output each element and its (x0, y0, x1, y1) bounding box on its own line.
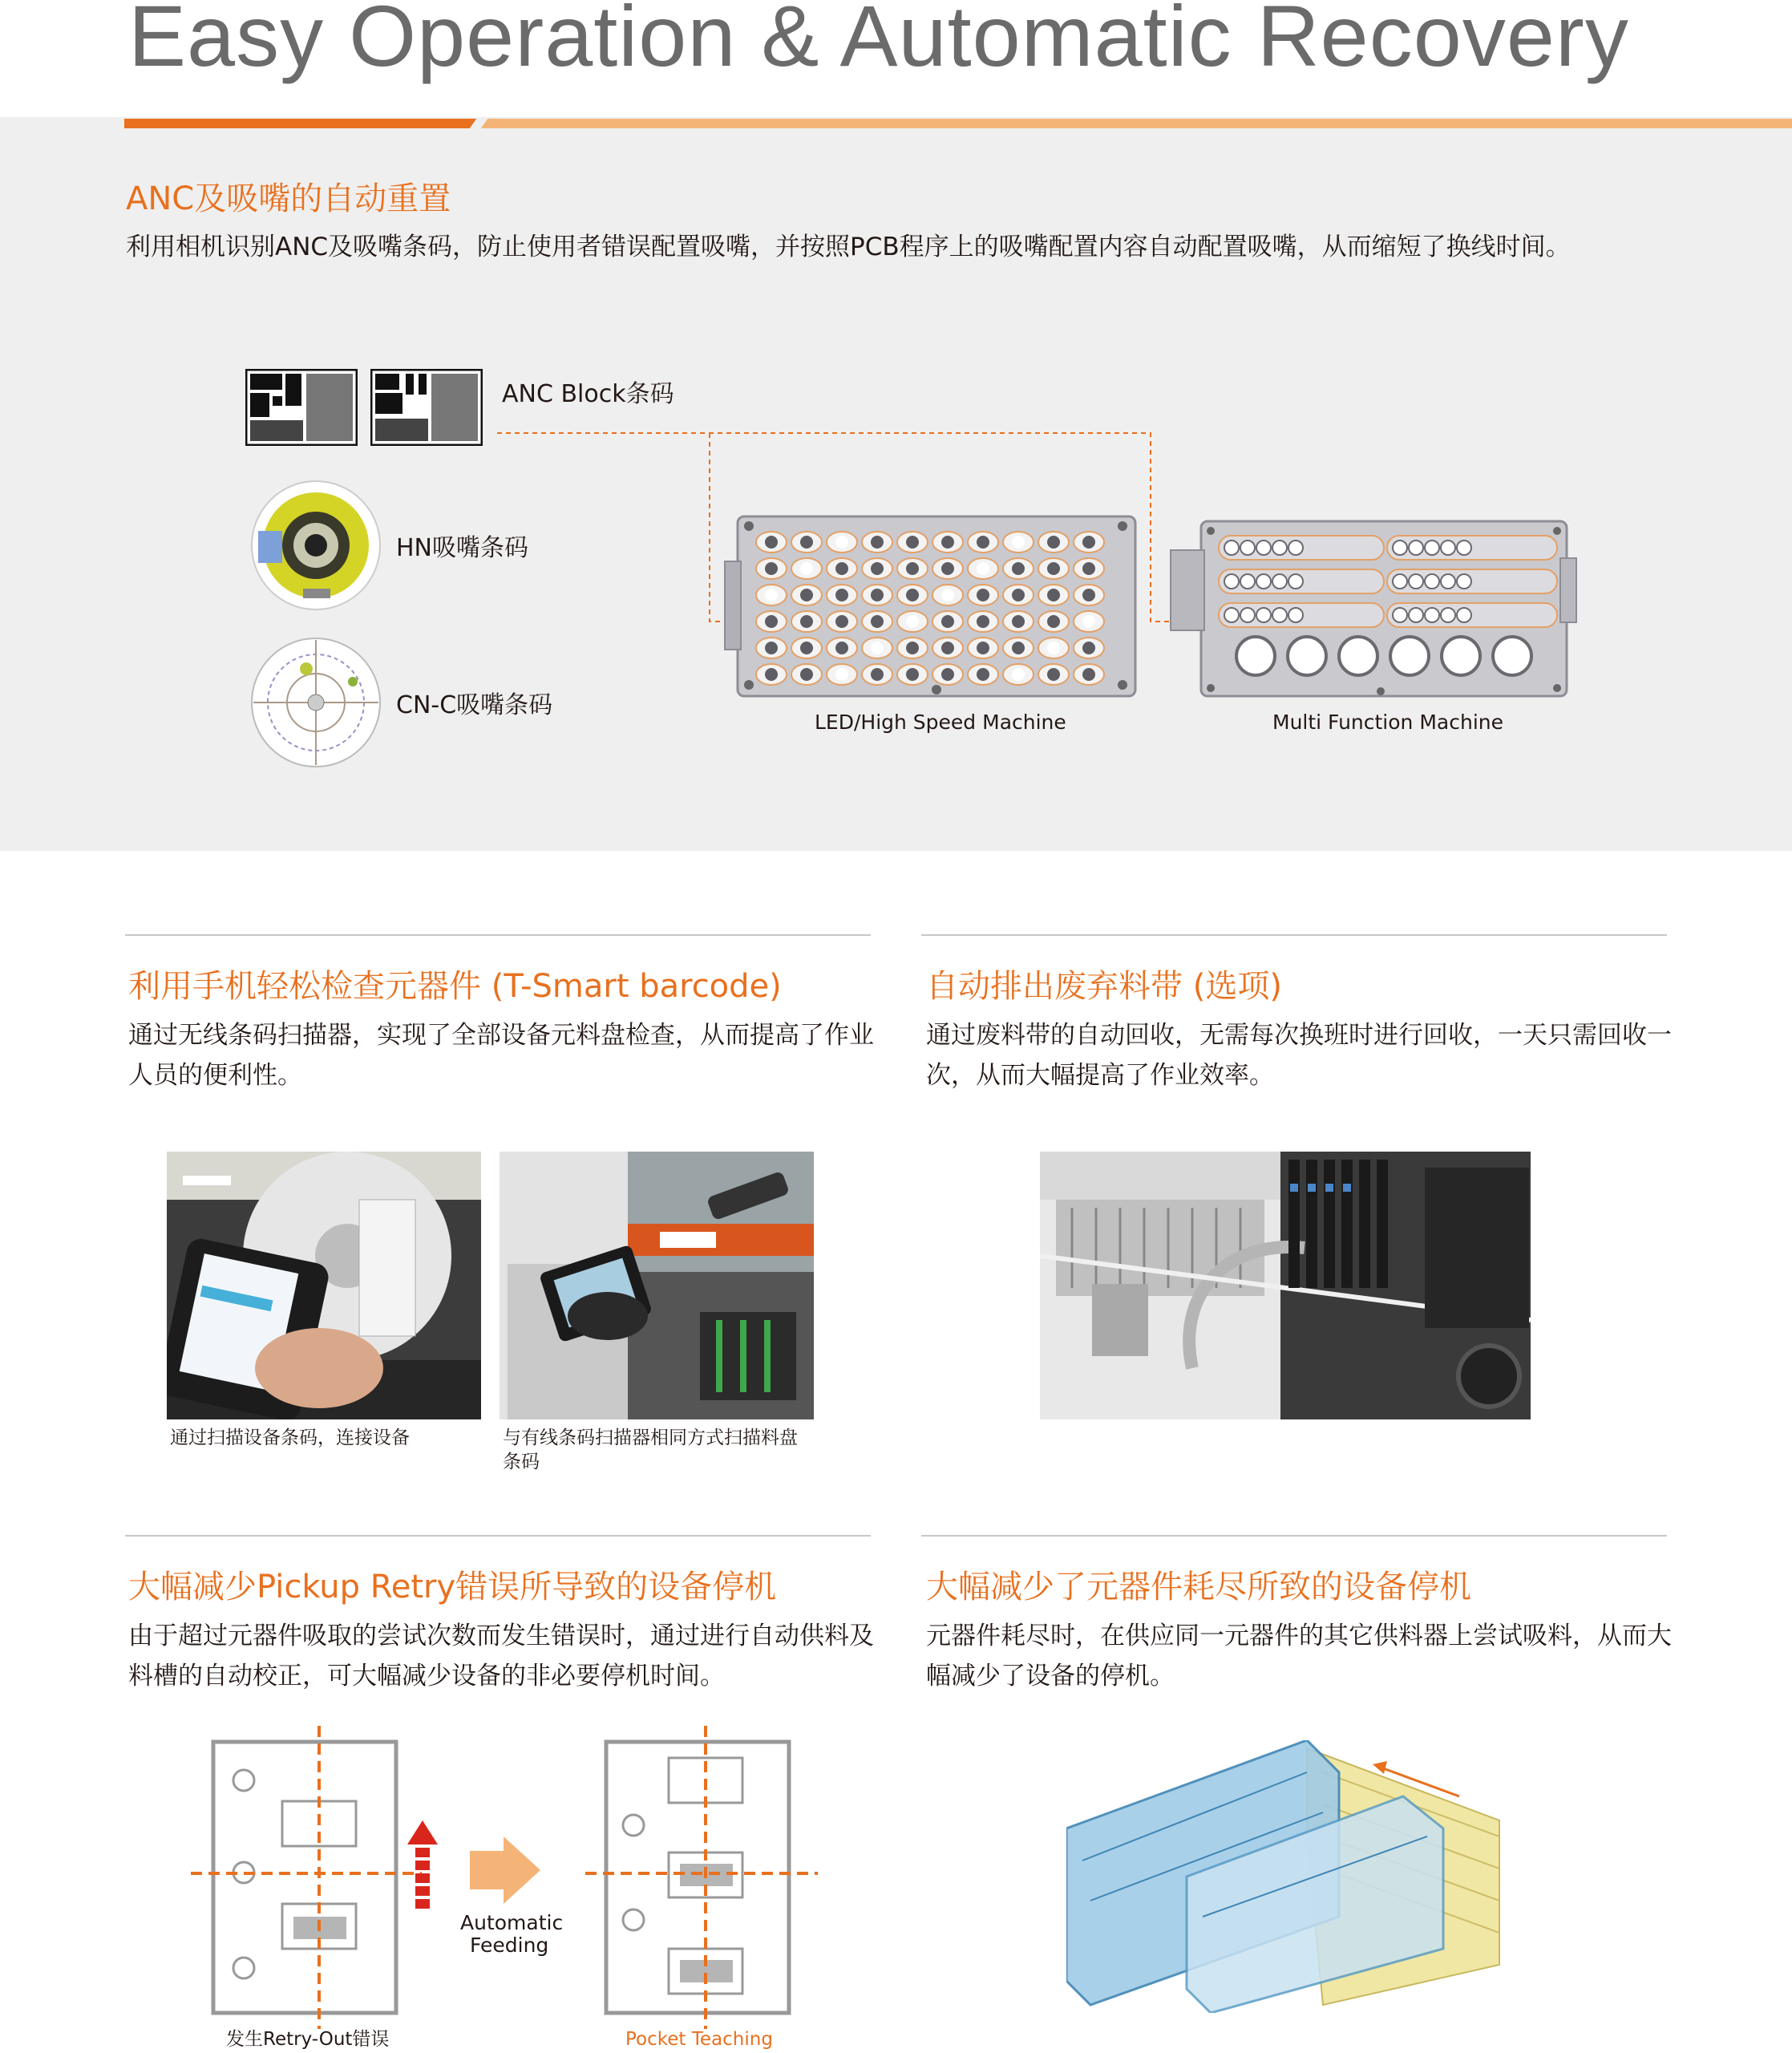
cnc-nozzle-label: CN-C吸嘴条码 (396, 691, 553, 719)
feeder-depletion-diagram (1066, 1740, 1515, 2013)
retry-text: 由于超过元器件吸取的尝试次数而发生错误时，通过进行自动供料及料槽的自动校正，可大幅减少设备的非必要停机时间。 (128, 1622, 874, 1691)
pocket-teaching-caption: Pocket Teaching (625, 2029, 773, 2050)
tsmart-heading: 利用手机轻松检查元器件 (T-Smart barcode) (128, 968, 782, 1005)
anc-text: 利用相机识别ANC及吸嘴条码，防止使用者错误配置吸嘴，并按照PCB程序上的吸嘴配置内容自动配置吸嘴，从而缩短了换线时间。 (126, 233, 1571, 261)
section-divider (125, 1535, 871, 1537)
tsmart-caption-1: 通过扫描设备条码，连接设备 (170, 1427, 410, 1448)
automatic-label: Automatic (460, 1911, 564, 1934)
retry-heading: 大幅减少Pickup Retry错误所导致的设备停机 (128, 1569, 777, 1606)
waste-tape-photo (1040, 1152, 1531, 1419)
page-title: Easy Operation & Automatic Recovery (128, 0, 1629, 84)
section-divider (921, 1535, 1667, 1537)
led-machine-label: LED/High Speed Machine (815, 711, 1066, 734)
anc-heading: ANC及吸嘴的自动重置 (126, 180, 451, 217)
depletion-text: 元器件耗尽时，在供应同一元器件的其它供料器上尝试吸料，从而大幅减少了设备的停机。 (926, 1622, 1672, 1691)
section-divider (921, 934, 1667, 936)
pickup-retry-diagram (184, 1724, 826, 2045)
tsmart-photo-scan-device (167, 1152, 481, 1419)
anc-block-label: ANC Block条码 (502, 380, 674, 408)
waste-heading: 自动排出废弃料带 (选项) (926, 968, 1282, 1005)
tsmart-text: 通过无线条码扫描器，实现了全部设备元料盘检查，从而提高了作业人员的便利性。 (128, 1021, 874, 1090)
tsmart-caption-2: 与有线条码扫描器相同方式扫描料盘条码 (503, 1427, 798, 1472)
multi-function-nozzle-station (1169, 518, 1578, 699)
led-high-speed-nozzle-station (722, 513, 1139, 699)
tsmart-photo-scan-reel (500, 1152, 814, 1419)
depletion-heading: 大幅减少了元器件耗尽所致的设备停机 (926, 1569, 1471, 1606)
retry-out-caption: 发生Retry-Out错误 (226, 2029, 390, 2050)
multi-machine-label: Multi Function Machine (1272, 711, 1503, 734)
hn-nozzle-label: HN吸嘴条码 (396, 534, 528, 562)
feeding-label: Feeding (470, 1934, 549, 1957)
section-divider (125, 934, 871, 936)
waste-text: 通过废料带的自动回收，无需每次换班时进行回收，一天只需回收一次，从而大幅提高了作业效率。 (926, 1021, 1672, 1090)
